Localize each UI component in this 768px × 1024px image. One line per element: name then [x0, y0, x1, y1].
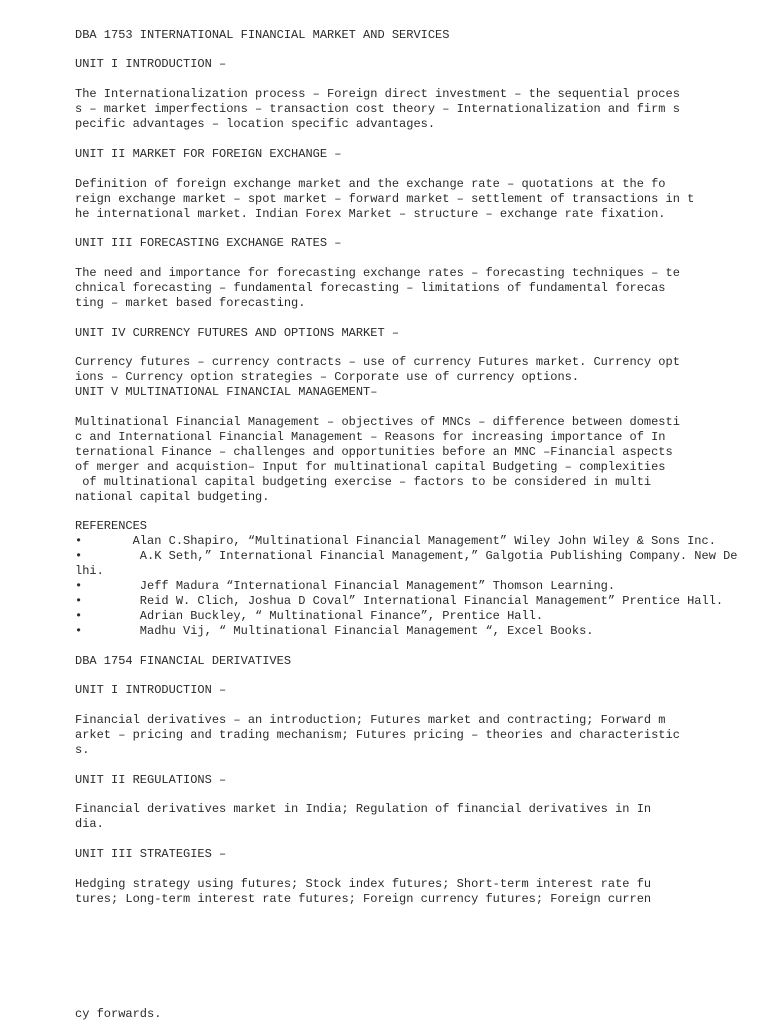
paragraph-line: cy forwards.: [75, 1007, 162, 1021]
references-heading: REFERENCES: [75, 519, 148, 533]
unit-heading: UNIT III STRATEGIES –: [75, 847, 227, 861]
paragraph-line: arket – pricing and trading mechanism; Futures pricing – theories and characteristic: [75, 728, 680, 742]
paragraph-line: reign exchange market – spot market – forward market – settlement of transactions in t: [75, 192, 695, 206]
paragraph-line: pecific advantages – location specific advantages.: [75, 117, 436, 131]
unit-heading: UNIT I INTRODUCTION –: [75, 57, 227, 71]
paragraph-line: tures; Long-term interest rate futures; Foreign currency futures; Foreign curren: [75, 892, 652, 906]
paragraph-line: he international market. Indian Forex Market – structure – exchange rate fixation.: [75, 207, 666, 221]
unit-heading: UNIT III FORECASTING EXCHANGE RATES –: [75, 236, 342, 250]
reference-item: • A.K Seth,” International Financial Management,” Galgotia Publishing Company. New De: [75, 549, 738, 563]
reference-item: • Alan C.Shapiro, “Multinational Financial Management” Wiley John Wiley & Sons Inc.: [75, 534, 716, 548]
reference-item: • Reid W. Clich, Joshua D Coval” International Financial Management” Prentice Hall.: [75, 594, 724, 608]
unit-heading: UNIT IV CURRENCY FUTURES AND OPTIONS MARKET –: [75, 326, 400, 340]
paragraph-line: of merger and acquistion– Input for multinational capital Budgeting – complexities: [75, 460, 666, 474]
reference-item: • Adrian Buckley, “ Multinational Finance”, Prentice Hall.: [75, 609, 544, 623]
paragraph-line: national capital budgeting.: [75, 490, 270, 504]
unit-heading: UNIT II REGULATIONS –: [75, 773, 227, 787]
paragraph-line: Multinational Financial Management – objectives of MNCs – difference between domesti: [75, 415, 680, 429]
paragraph-line: The Internationalization process – Foreign direct investment – the sequential proces: [75, 87, 680, 101]
unit-heading: UNIT V MULTINATIONAL FINANCIAL MANAGEMENT–: [75, 385, 378, 399]
paragraph-line: Hedging strategy using futures; Stock index futures; Short-term interest rate fu: [75, 877, 652, 891]
paragraph-line: ting – market based forecasting.: [75, 296, 306, 310]
paragraph-line: Financial derivatives – an introduction; Futures market and contracting; Forward m: [75, 713, 666, 727]
paragraph-line: Definition of foreign exchange market and the exchange rate – quotations at the fo: [75, 177, 666, 191]
reference-item: • Madhu Vij, “ Multinational Financial Management “, Excel Books.: [75, 624, 594, 638]
course-title-dba1754: DBA 1754 FINANCIAL DERIVATIVES: [75, 654, 292, 668]
paragraph-line: s.: [75, 743, 90, 757]
paragraph-line: Currency futures – currency contracts – use of currency Futures market. Currency opt: [75, 355, 680, 369]
course-title-dba1753: DBA 1753 INTERNATIONAL FINANCIAL MARKET AND SERVICES: [75, 28, 450, 42]
reference-item-continued: lhi.: [75, 564, 104, 578]
unit-heading: UNIT I INTRODUCTION –: [75, 683, 227, 697]
unit-heading: UNIT II MARKET FOR FOREIGN EXCHANGE –: [75, 147, 342, 161]
reference-item: • Jeff Madura “International Financial Management” Thomson Learning.: [75, 579, 616, 593]
paragraph-line: of multinational capital budgeting exercise – factors to be considered in multi: [75, 475, 652, 489]
paragraph-line: ions – Currency option strategies – Corporate use of currency options.: [75, 370, 580, 384]
paragraph-line: dia.: [75, 817, 104, 831]
paragraph-line: s – market imperfections – transaction cost theory – Internationalization and firm s: [75, 102, 680, 116]
paragraph-line: c and International Financial Management – Reasons for increasing importance of In: [75, 430, 666, 444]
paragraph-line: The need and importance for forecasting exchange rates – forecasting techniques – te: [75, 266, 680, 280]
paragraph-line: chnical forecasting – fundamental forecasting – limitations of fundamental forecas: [75, 281, 666, 295]
paragraph-line: Financial derivatives market in India; Regulation of financial derivatives in In: [75, 802, 652, 816]
paragraph-line: ternational Finance – challenges and opportunities before an MNC –Financial aspects: [75, 445, 673, 459]
